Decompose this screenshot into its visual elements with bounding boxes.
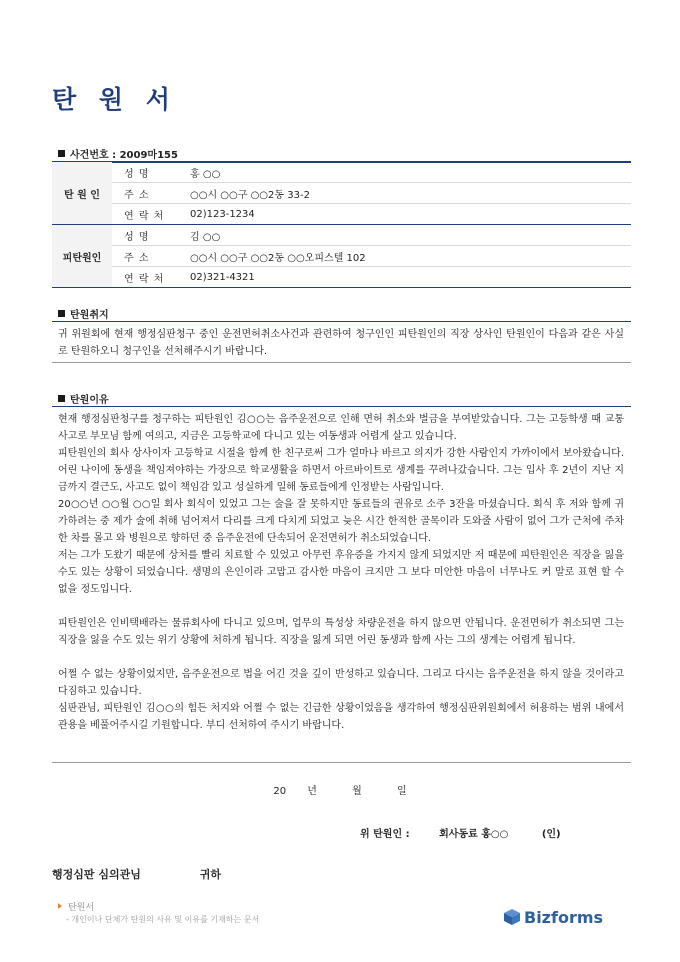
reason-heading (58, 391, 109, 406)
signer-name: 회사동료 홍○○ (439, 829, 509, 840)
date-year: 20 (273, 786, 287, 797)
date-line (0, 782, 680, 797)
field-label: 연 락 처 (112, 204, 184, 225)
field-value: ○○시 ○○구 ○○2동 ○○오피스텔 102 (184, 246, 631, 267)
divider (52, 762, 631, 763)
signer-seal: (인) (541, 829, 561, 840)
divider (52, 406, 631, 407)
field-value: 02)123-1234 (184, 204, 631, 225)
purpose-text: 귀 위원회에 현재 행정심판청구 중인 운전면허취소사건과 관련하여 청구인인 피탄원인의 직장 상사인 탄원인이 다음과 같은 사실로 탄원하오니 청구인을 선처해주시기 바랍니다. (58, 329, 624, 357)
purpose-heading (58, 306, 109, 321)
field-value: ○○시 ○○구 ○○2동 33-2 (184, 183, 631, 204)
field-label: 주 소 (112, 183, 184, 204)
reason-paragraph: 어쩔 수 없는 상황이었지만, 음주운전으로 법을 어긴 것을 깊이 반성하고 있습니다. 그리고 다시는 음주운전을 하지 않을 것이라고 다짐하고 있습니다. (58, 669, 624, 697)
cube-logo-icon (503, 908, 521, 930)
square-bullet-icon (58, 150, 65, 157)
field-label: 성 명 (112, 162, 184, 183)
purpose-heading-label: 탄원취지 (70, 310, 109, 321)
reason-heading-label: 탄원이유 (70, 395, 109, 406)
respondent-table (52, 225, 631, 288)
footer-category-label: 탄원서 (68, 903, 95, 913)
reason-paragraph: 심판관님, 피탄원인 김○○의 힘든 처지와 어쩔 수 없는 긴급한 상황이었음을 생각하여 행정심판위원회에서 허용하는 범위 내에서 관용을 베풀어주시길 기원합니다. 부디 선처하여 주시기 바랍니다. (58, 703, 624, 731)
addressee-honorific: 귀하 (199, 868, 221, 881)
reason-paragraph: 피탄원인의 회사 상사이자 고등학교 시절을 함께 한 친구로써 그가 얼마나 바르고 의지가 강한 사람인지 가까이에서 보아왔습니다. 어린 나이에 동생을 책임져야하는 가장으로 학교생활을 하면서 아르바이트로 생계를 꾸려나갔습니다. 그는 입사 후 2년이 지난 지금까지 결근도, 사고도 없이 책임감 있고 성실하게 일해 동료들에게 인정받는 사람입니다. (58, 448, 624, 493)
reason-paragraph: 현재 행정심판청구를 청구하는 피탄원인 김○○는 음주운전으로 인해 면허 취소와 벌금을 부여받았습니다. 그는 고등학생 때 교통사고로 부모님 함께 여의고, 지금은 고등학교에 다니고 있는 여동생과 어렵게 살고 있습니다. (58, 414, 624, 442)
divider (52, 362, 631, 363)
field-value: 홍 ○○ (184, 162, 631, 183)
field-label: 연 락 처 (112, 267, 184, 288)
addressee-to: 행정심판 심의관님 (52, 868, 141, 881)
reason-body (58, 411, 624, 734)
field-label: 주 소 (112, 246, 184, 267)
signer-label: 위 탄원인 : (360, 829, 410, 840)
divider (52, 321, 631, 322)
triangle-bullet-icon (58, 903, 62, 909)
respondent-group-label: 피탄원인 (52, 225, 112, 288)
reason-paragraph: 저는 그가 도왔기 때문에 상처를 빨리 치료할 수 있었고 아무런 후유증을 가지지 않게 되었지만 저 때문에 피탄원인은 직장을 잃을 수도 있는 상황이 되었습니다. 생명의 은인이라 고맙고 감사한 마음이 크지만 그 보다 미안한 마음이 너무나도 커 말로 표현 할 수 없을 정도입니다. (58, 550, 624, 595)
field-value: 김 ○○ (184, 225, 631, 246)
date-year-unit: 년 (307, 786, 317, 797)
brand-logo (503, 908, 603, 930)
brand-name: Bizforms (524, 908, 604, 927)
reason-paragraph: 피탄원인은 인비택배라는 물류회사에 다니고 있으며, 업무의 특성상 차량운전을 하지 않으면 안됩니다. 운전면허가 취소되면 그는 직장을 잃을 수도 있는 위기 상황에 처하게 됩니다. 직장을 잃게 되면 어린 동생과 함께 사는 그의 생계는 어렵게 됩니다. (58, 618, 624, 646)
square-bullet-icon (58, 395, 65, 402)
reason-paragraph: 20○○년 ○○월 ○○일 회사 회식이 있었고 그는 술을 잘 못하지만 동료들의 권유로 소주 3잔을 마셨습니다. 회식 후 저와 함께 귀가하려는 중 제가 술에 취해 넘어져서 다리를 크게 다치게 되었고 늦은 시간 한적한 골목이라 도와줄 사람이 없어 그가 근처에 주차한 차를 몰고 와 병원으로 향하던 중 음주운전에 단속되어 운전면허가 취소되었습니다. (58, 499, 624, 544)
petitioner-table (52, 162, 631, 225)
date-month-unit: 월 (352, 786, 362, 797)
petitioner-group-label: 탄 원 인 (52, 162, 112, 225)
field-label: 성 명 (112, 225, 184, 246)
case-number-label: 사건번호 : 2009마155 (70, 150, 178, 161)
document-title: 탄 원 서 (52, 85, 177, 114)
signer-line (360, 825, 561, 840)
field-value: 02)321-4321 (184, 267, 631, 288)
case-number-heading (58, 146, 178, 161)
square-bullet-icon (58, 310, 65, 317)
date-day-unit: 일 (396, 786, 407, 797)
footer-category (58, 900, 94, 913)
footer-description: - 개인이나 단체가 탄원의 사유 및 이유를 기재하는 문서 (66, 915, 260, 924)
addressee-line (52, 866, 221, 882)
